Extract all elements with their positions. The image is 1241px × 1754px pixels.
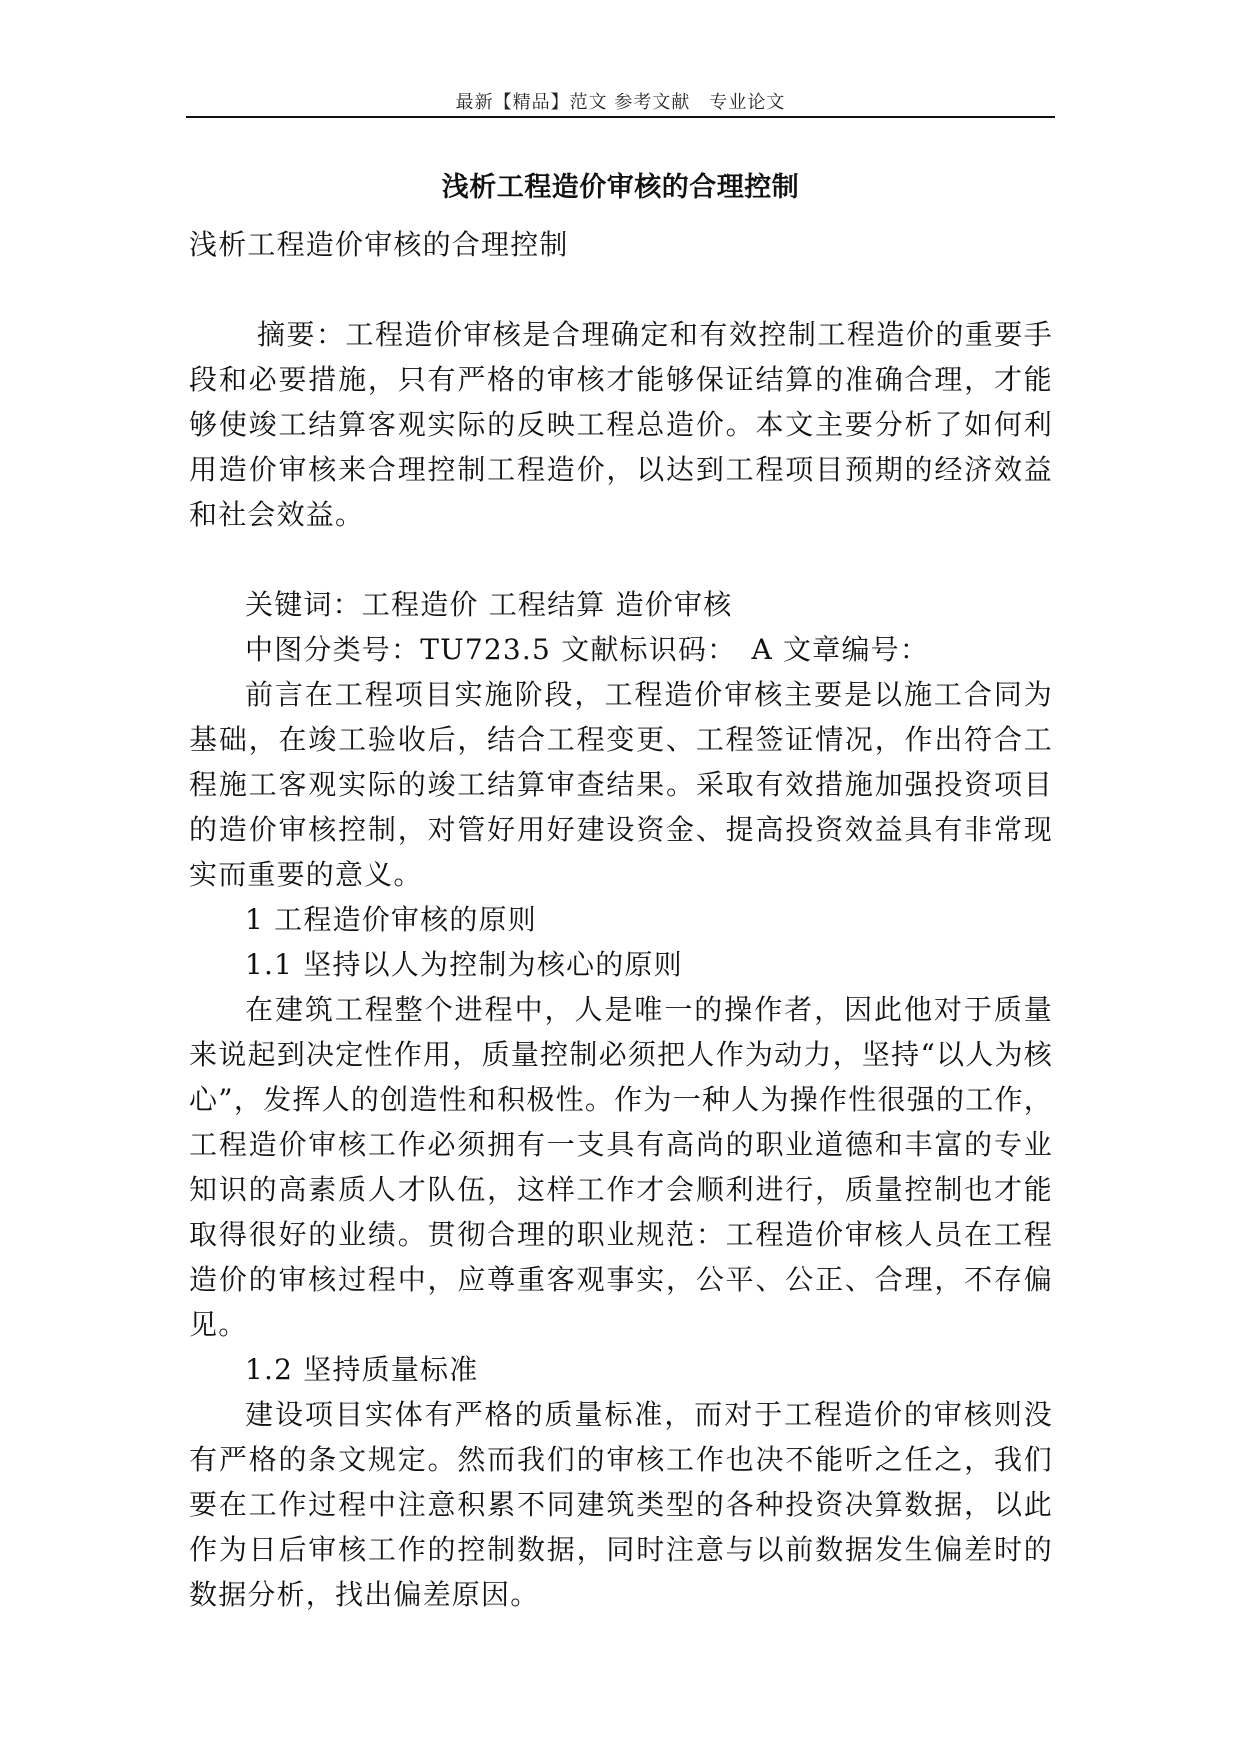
body-paragraph: 在建筑工程整个进程中，人是唯一的操作者，因此他对于质量来说起到决定性作用，质量控制必须把人作为动力，坚持“以人为核心”，发挥人的创造性和积极性。作为一种人为操作性很强的工作，工程造价审核工作必须拥有一支具有高尚的职业道德和丰富的专业知识的高素质人才队伍，这样工作才会顺利进行，质量控制也才能取得很好的业绩。贯彻合理的职业规范：工程造价审核人员在工程造价的审核过程中，应尊重客观事实，公平、公正、合理，不存偏见。 — [189, 993, 1053, 1341]
keywords-line: 关键词：工程造价 工程结算 造价审核 — [245, 588, 733, 621]
subsection-heading: 1.1 坚持以人为控制为核心的原则 — [245, 948, 683, 981]
abstract-paragraph: 摘要：工程造价审核是合理确定和有效控制工程造价的重要手段和必要措施，只有严格的审核才能够保证结算的准确合理，才能够使竣工结算客观实际的反映工程总造价。本文主要分析了如何利用造价审核来合理控制工程造价，以达到工程项目预期的经济效益和社会效益。 — [189, 318, 1053, 531]
document-body — [189, 222, 1053, 1617]
running-header: 最新【精品】范文 参考文献 专业论文 — [455, 92, 786, 113]
document-subtitle: 浅析工程造价审核的合理控制 — [189, 228, 569, 261]
classification-line: 中图分类号：TU723.5 文献标识码： A 文章编号： — [245, 633, 930, 666]
preface-paragraph: 前言在工程项目实施阶段，工程造价审核主要是以施工合同为基础，在竣工验收后，结合工程变更、工程签证情况，作出符合工程施工客观实际的竣工结算审查结果。采取有效措施加强投资项目的造价审核控制，对管好用好建设资金、提高投资效益具有非常现实而重要的意义。 — [189, 678, 1053, 891]
section-heading: 1 工程造价审核的原则 — [245, 903, 537, 936]
subsection-heading: 1.2 坚持质量标准 — [245, 1353, 479, 1386]
header-divider — [186, 116, 1055, 118]
document-title: 浅析工程造价审核的合理控制 — [441, 172, 800, 203]
body-paragraph: 建设项目实体有严格的质量标准，而对于工程造价的审核则没有严格的条文规定。然而我们的审核工作也决不能听之任之，我们要在工作过程中注意积累不同建筑类型的各种投资决算数据，以此作为日后审核工作的控制数据，同时注意与以前数据发生偏差时的数据分析，找出偏差原因。 — [189, 1398, 1053, 1611]
